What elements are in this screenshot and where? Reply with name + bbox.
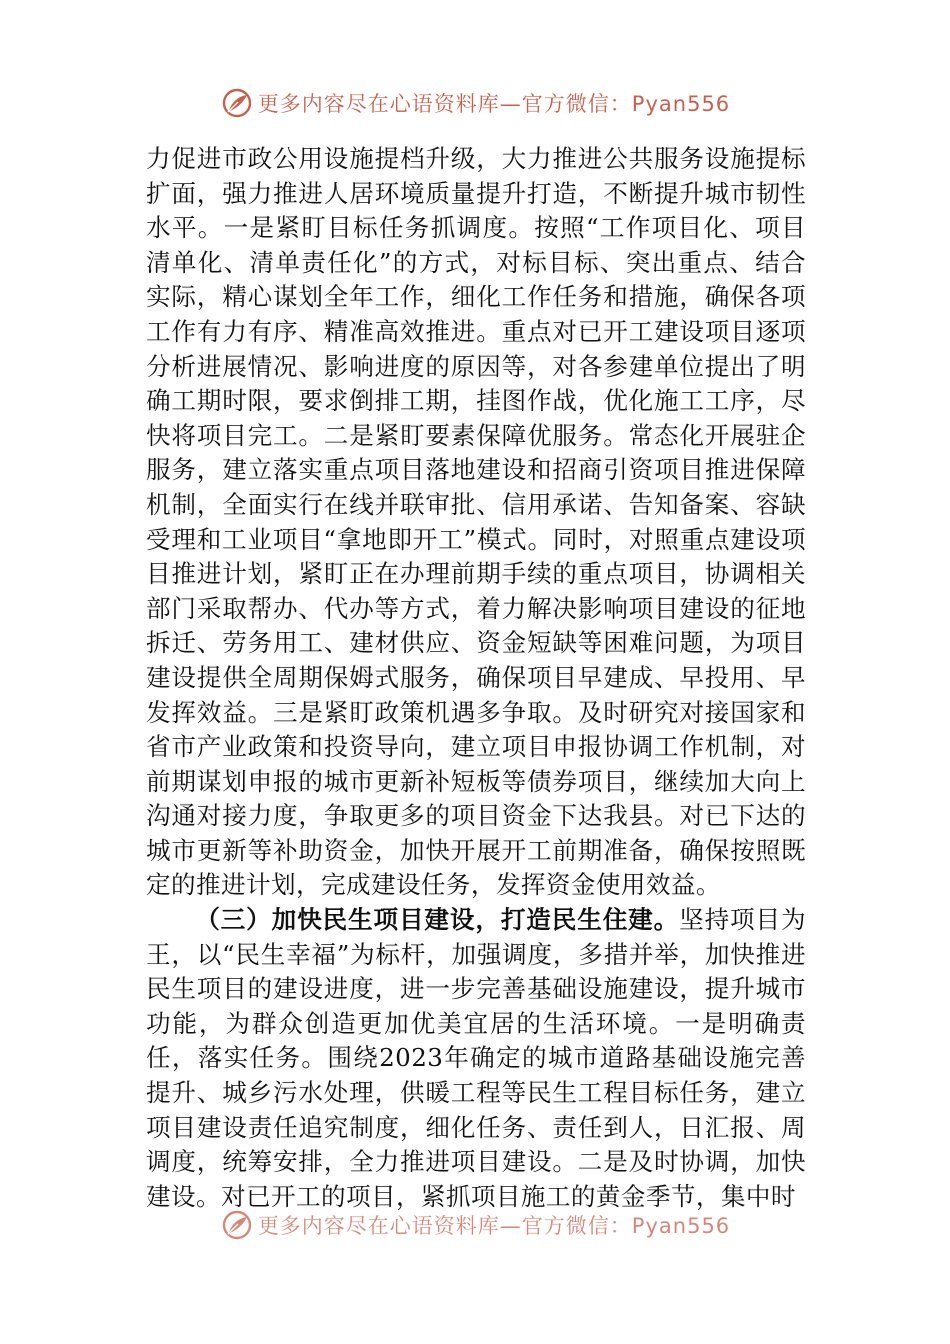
leaf-logo-icon — [220, 86, 254, 120]
paragraph-1: 力促进市政公用设施提档升级，大力推进公共服务设施提标扩面，强力推进人居环境质量提升打造，不断提升城市韧性水平。一是紧盯目标任务抓调度。按照“工作项目化、项目清单化、清单责任化”的方式，对标目标、突出重点、结合实际，精心谋划全年工作，细化工作任务和措施，确保各项工作有力有序、精准高效推进。重点对已开工建设项目逐项分析进展情况、影响进度的原因等，对各参建单位提出了明确工期时限，要求倒排工期，挂图作战，优化施工工序，尽快将项目完工。二是紧盯要素保障优服务。常态化开展驻企服务，建立落实重点项目落地建设和招商引资项目推进保障机制，全面实行在线并联审批、信用承诺、告知备案、容缺受理和工业项目“拿地即开工”模式。同时，对照重点建设项目推进计划，紧盯正在办理前期手续的重点项目，协调相关部门采取帮办、代办等方式，着力解决影响项目建设的征地拆迁、劳务用工、建材供应、资金短缺等困难问题，为项目建设提供全周期保姆式服务，确保项目早建成、早投用、早发挥效益。三是紧盯政策机遇多争取。及时研究对接国家和省市产业政策和投资导向，建立项目申报协调工作机制，对前期谋划申报的城市更新补短板等债券项目，继续加大向上沟通对接力度，争取更多的项目资金下达我县。对已下达的城市更新等补助资金，加快开展开工前期准备，确保按照既定的推进计划，完成建设任务，发挥资金使用效益。 — [146, 144, 806, 900]
watermark-header — [0, 86, 950, 120]
watermark-footer — [0, 1208, 950, 1242]
watermark-text: 更多内容尽在心语资料库—官方微信：Pyan556 — [257, 92, 731, 116]
watermark-text: 更多内容尽在心语资料库—官方微信：Pyan556 — [257, 1214, 731, 1238]
paragraph-2-body: 坚持项目为王，以“民生幸福”为标杆，加强调度，多措并举，加快推进民生项目的建设进度，进一步完善基础设施建设，提升城市功能，为群众创造更加优美宜居的生活环境。一是明确责任，落实任务。围绕2023年确定的城市道路基础设施完善提升、城乡污水处理，供暖工程等民生工程目标任务，建立项目建设责任追究制度，细化任务、责任到人，日汇报、周调度，统筹安排，全力推进项目建设。二是及时协调，加快建设。对已开工的项目，紧抓项目施工的黄金季节，集中时 — [146, 905, 806, 1211]
section-heading: （三）加快民生项目建设，打造民生住建。 — [195, 905, 680, 935]
document-body — [146, 142, 806, 1214]
paragraph-2 — [146, 903, 806, 1214]
leaf-logo-icon — [220, 1208, 254, 1242]
